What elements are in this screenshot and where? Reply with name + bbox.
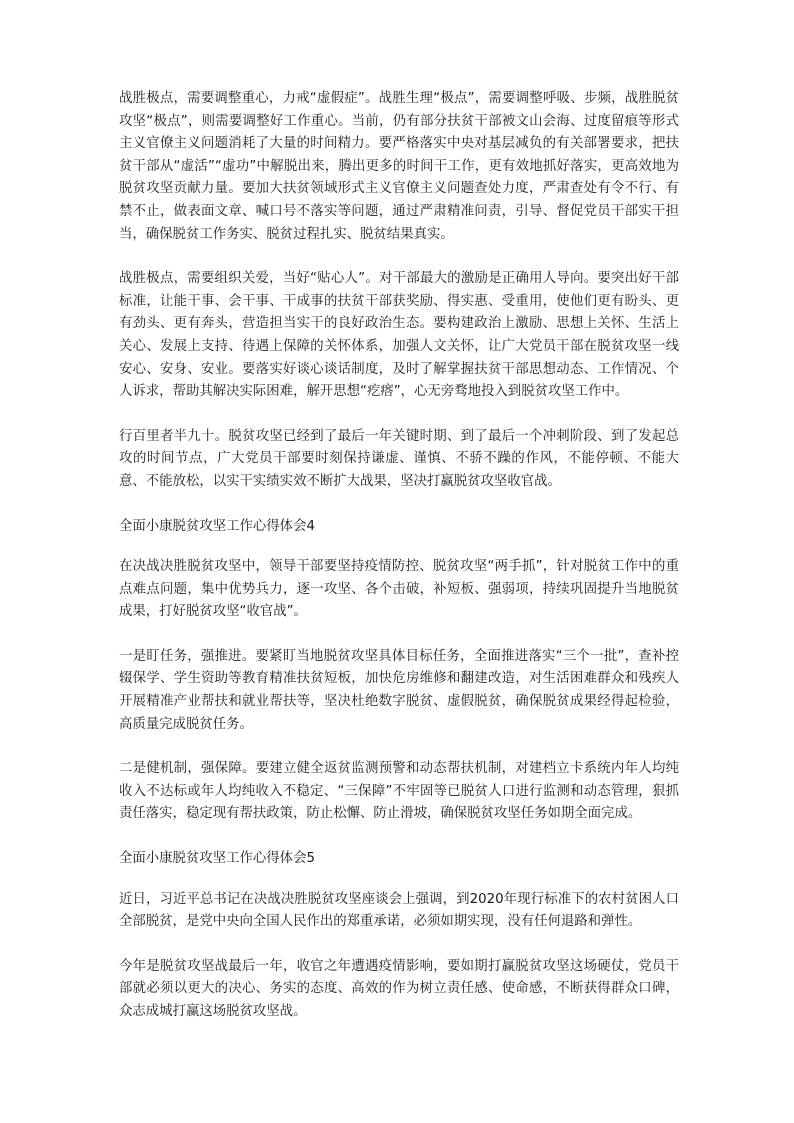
paragraph-two-hands: 在决战决胜脱贫攻坚中，领导干部要坚持疫情防控、脱贫攻坚“两手抓”，针对脱贫工作中的重点难点问题，集中优势兵力，逐一攻坚、各个击破，补短板、强弱项，持续巩固提升当地脱贫成果，打好脱贫攻坚“收官战”。 bbox=[119, 559, 679, 620]
paragraph-tasks: 一是盯任务，强推进。要紧盯当地脱贫攻坚具体目标任务，全面推进落实“三个一批”，查补控辍保学、学生资助等教育精准扶贫短板，加快危房维修和翻建改造，对生活困难群众和残疾人开展精准产业帮扶和就业帮扶等，坚决杜绝数字脱贫、虚假脱贫，确保脱贫成果经得起检验，高质量完成脱贫任务。 bbox=[119, 648, 679, 732]
paragraph-commitment: 近日，习近平总书记在决战决胜脱贫攻坚座谈会上强调，到2020年现行标准下的农村贫困人口全部脱贫，是党中央向全国人民作出的郑重承诺，必须如期实现，没有任何退路和弹性。 bbox=[119, 891, 679, 930]
paragraph-final-push: 行百里者半九十。脱贫攻坚已经到了最后一年关键时期、到了最后一个冲刺阶段、到了发起总攻的时间节点，广大党员干部要时刻保持谦虚、谨慎、不骄不躁的作风，不能停顿、不能大意、不能放松，以实干实绩实效不断扩大战果，坚决打赢脱贫攻坚收官战。 bbox=[119, 428, 679, 489]
paragraph-focus-shift: 战胜极点，需要调整重心，力戒“虚假症”。战胜生理“极点”，需要调整呼吸、步频，战胜脱贫攻坚“极点”，则需要调整好工作重心。当前，仍有部分扶贫干部被文山会海、过度留痕等形式主义官僚主义问题消耗了大量的时间精力。要严格落实中央对基层减负的有关部署要求，把扶贫干部从“虚活”“虚功”中解脱出来，腾出更多的时间干工作，更有效地抓好落实，更高效地为脱贫攻坚贡献力量。要加大扶贫领域形式主义官僚主义问题查处力度，严肃查处有令不行、有禁不止，做表面文章、喊口号不落实等问题，通过严肃精准问责，引导、督促党员干部实干担当，确保脱贫工作务实、脱贫过程扎实、脱贫结果真实。 bbox=[119, 91, 679, 242]
paragraph-final-year: 今年是脱贫攻坚战最后一年，收官之年遭遇疫情影响，要如期打赢脱贫攻坚这场硬仗，党员干部就必须以更大的决心、务实的态度、高效的作为树立责任感、使命感，不断获得群众口碑，众志成城打赢这场脱贫攻坚战。 bbox=[119, 958, 679, 1019]
document-body bbox=[119, 88, 679, 1046]
paragraph-organizational-care: 战胜极点，需要组织关爱，当好“贴心人”。对干部最大的激励是正确用人导向。要突出好干部标准，让能干事、会干事、干成事的扶贫干部获奖励、得实惠、受重用，使他们更有盼头、更有劲头、更有奔头，营造担当实干的良好政治生态。要构建政治上激励、思想上关怀、生活上关心、发展上支持、待遇上保障的关怀体系，加强人文关怀，让广大党员干部在脱贫攻坚一线安心、安身、安业。要落实好谈心谈话制度，及时了解掌握扶贫干部思想动态、工作情况、个人诉求，帮助其解决实际困难，解开思想“疙瘩”，心无旁骛地投入到脱贫攻坚工作中。 bbox=[119, 271, 679, 400]
paragraph-mechanism: 二是健机制，强保障。要建立健全返贫监测预警和动态帮扶机制，对建档立卡系统内年人均纯收入不达标或年人均纯收入不稳定、“三保障”不牢固等已脱贫人口进行监测和动态管理，狠抓责任落实，稳定现有帮扶政策，防止松懈、防止滑坡，确保脱贫攻坚任务如期全面完成。 bbox=[119, 761, 679, 822]
section-heading-4: 全面小康脱贫攻坚工作心得体会4 bbox=[119, 518, 315, 534]
section-heading-5: 全面小康脱贫攻坚工作心得体会5 bbox=[119, 851, 315, 867]
